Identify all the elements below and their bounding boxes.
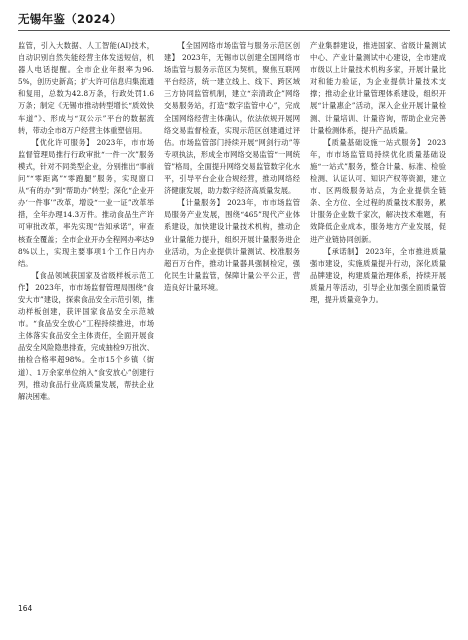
paragraph: 监管，引入大数据、人工智能(AI)技术，自动识别自然失能经营主体发送短信，机器人电话提醒。全市企业年报率为96.5%，创历史新高；扩大许可信息归集流通和复用，总数为42.8万条，行政处罚1.6万条；制定《无锡市推动转型增长“质效快车道”》、形成与“双公示”平台的数据流转，带动全市8万户经营主体重塑信用。 — [18, 41, 154, 135]
paragraph: 产业集群建设，推进国家、省级计量测试中心、产业计量测试中心建设，全市建成市级以上计量技术机构多家，开展计量比对和能力验证，为企业提供计量技术支撑；推动企业计量管理体系建设，组织开展“计量惠企”活动，深入企业开展计量检测、计量培训、计量咨询，帮助企业完善计量检测体系，提升产品质量。 — [310, 41, 446, 135]
paragraph: 【优化许可服务】 2023年，市市场监督管理局推行行政审批“一件一次”服务模式，针对不同类型企业，分别推出“事前问”“零距离”“零跑腿”服务，实现窗口从“有的办”到“帮助办”转型；深化“企业开办‘一件事’”改革，增设“一业一证”改革举措，全年办理14.3万件。推动食品生产许可审批改革，率先实现“告知承诺”，审查核查全覆盖；全市企业开办全程网办率达98%以上，实现主要事项1个工作日内办结。 — [18, 137, 154, 268]
page-number: 164 — [18, 604, 33, 613]
paragraph: 【全国网络市场监管与服务示范区创建】 2023年，无锡市以创建全国网络市场监管与服务示范区为契机，聚焦互联网平台经济，统一建立线上、线下、跨区域三方协同监管机制，建立“亲清政企”网络交易服务站，打造“数字监管中心”，完成全国网络经营主体确认，依法依规开展网络交易监督检查，实现示范区创建通过评估。市场监管部门持续开展“网剑行动”等专项执法，形成全市网络交易监管“一网统管”格局，全面提升网络交易监管数字化水平，引导平台企业合规经营，推动网络经济健康发展，助力数字经济高质量发展。 — [164, 41, 300, 196]
running-header: 无锡年鉴（2024） — [18, 12, 123, 26]
column-middle — [164, 40, 300, 606]
column-right — [310, 40, 446, 606]
paragraph: 【质量基础设施一站式服务】 2023年，市市场监管局持续优化质量基础设施“一站式”服务，整合计量、标准、检验检测、认证认可、知识产权等资源，建立市、区两级服务站点，为企业提供全链条、全方位、全过程的质量技术服务，累计服务企业数千家次，解决技术难题，有效降低企业成本，服务地方产业发展，促进产业链协同创新。 — [310, 137, 446, 244]
paragraph: 【食品领域获国家及省级样板示范工作】 2023年，市市场监督管理局围绕“食安大市”建设，探索食品安全示范引领，推动样板创建，获评国家食品安全示范城市。“食品安全放心”工程持续推进，市场主体落实食品安全主体责任，全面开展食品安全风险隐患排查，完成抽检9万批次、抽检合格率超98%。全市15个乡镇（街道）、1万余家单位纳入“食安放心”创建行列，推动食品行业高质量发展，帮扶企业解决困难。 — [18, 270, 154, 401]
header-rule — [18, 30, 450, 31]
column-left — [18, 40, 154, 606]
paragraph: 【计量服务】 2023年，市市场监管局服务产业发展，围绕“465”现代产业体系建设，加快建设计量技术机构，推动企业计量能力提升，组织开展计量服务进企业活动，为企业提供计量测试、校准服务超百万台件，推动计量器具强制检定，强化民生计量监管，保障计量公平公正，营造良好计量环境。 — [164, 198, 300, 292]
paragraph: 【承诺制】 2023年，全市推进质量强市建设，实施质量提升行动，深化质量品牌建设，构建质量治理体系，持续开展质量月等活动，引导企业加强全面质量管理，提升质量竞争力。 — [310, 246, 446, 304]
